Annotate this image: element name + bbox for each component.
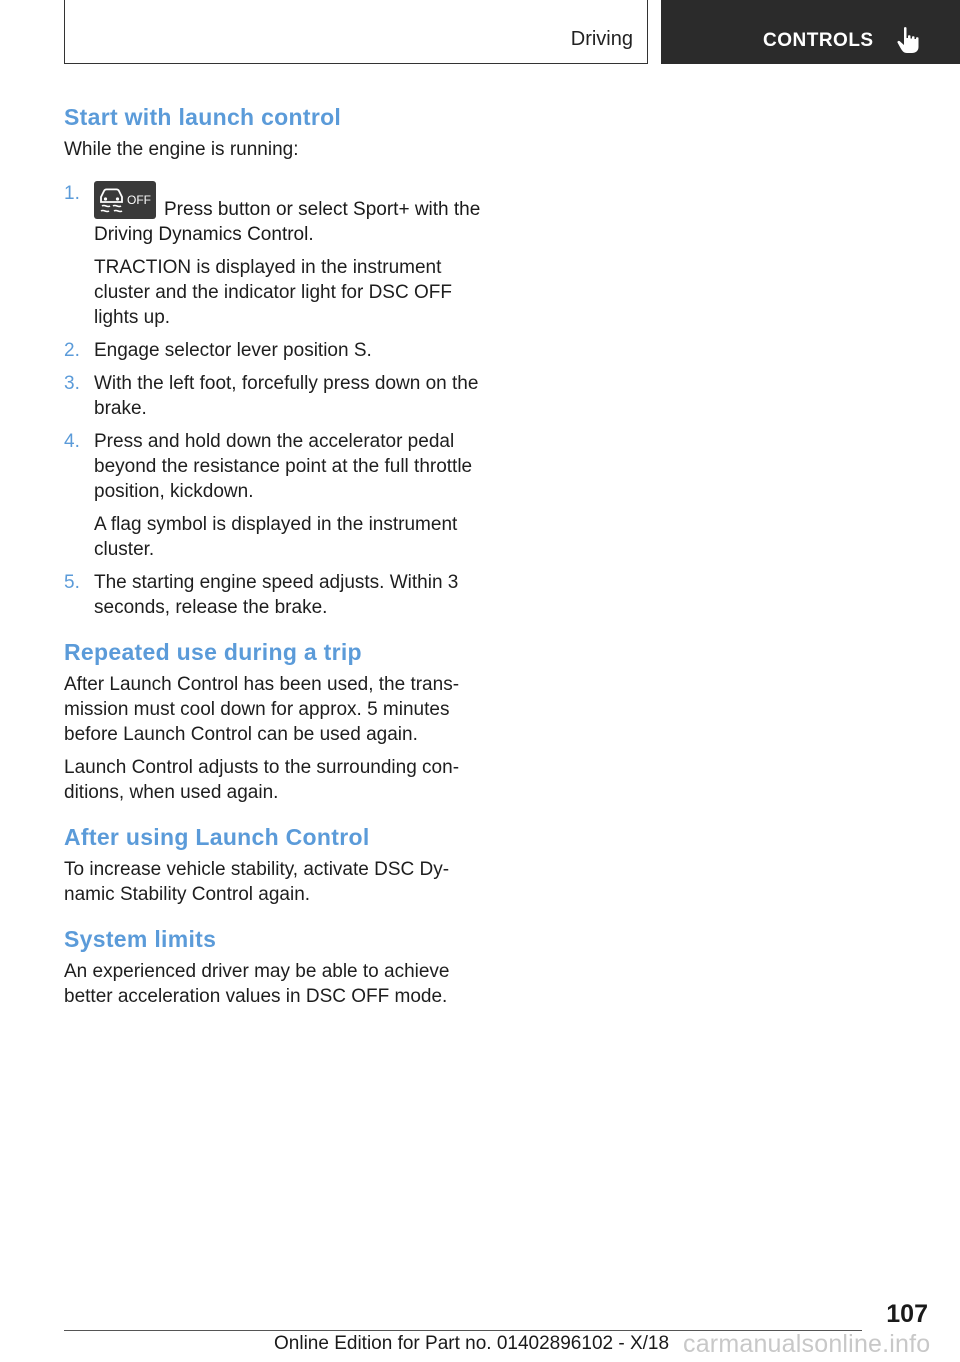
launch-steps-list xyxy=(64,181,484,620)
list-item xyxy=(64,181,484,330)
hand-pointer-icon xyxy=(895,26,921,54)
dsc-off-icon xyxy=(94,181,156,219)
step-text: Press button or select Sport+ with the Driving Dynamics Control. xyxy=(94,199,481,245)
step-note: TRACTION is displayed in the instrument cluster and the indicator light for DSC OFF lights up. xyxy=(94,257,452,328)
repeated-paragraph-2: Launch Control adjusts to the surrounding con‐ ditions, when used again. xyxy=(64,757,460,803)
launch-intro: While the engine is running: xyxy=(64,139,299,160)
step-number: 4. xyxy=(64,431,80,452)
after-paragraph: To increase vehicle stability, activate DSC Dy‐ namic Stability Control again. xyxy=(64,859,450,905)
list-item xyxy=(64,371,484,421)
chapter-title: CONTROLS xyxy=(763,30,874,51)
heading-start-launch-control: Start with launch control xyxy=(64,104,342,130)
step-number: 1. xyxy=(64,183,80,204)
heading-after-launch-control: After using Launch Control xyxy=(64,824,370,850)
section-title: Driving xyxy=(570,28,633,50)
header-chapter-box xyxy=(661,0,960,64)
page-content xyxy=(64,102,484,1009)
header-section-box xyxy=(64,0,648,64)
step-number: 5. xyxy=(64,572,80,593)
list-item xyxy=(64,429,484,562)
page-number: 107 xyxy=(886,1300,928,1328)
step-text: The starting engine speed adjusts. Within 3 seconds, release the brake. xyxy=(94,572,459,618)
repeated-paragraph-1: After Launch Control has been used, the trans‐ mission must cool down for approx. 5 minutes before Launch Control can be used again. xyxy=(64,674,460,745)
list-item xyxy=(64,338,484,363)
footer-edition: Online Edition for Part no. 01402896102 - X/18 xyxy=(274,1333,670,1354)
step-text: With the left foot, forcefully press down on the brake. xyxy=(94,373,479,419)
heading-repeated-use: Repeated use during a trip xyxy=(64,639,362,665)
step-number: 2. xyxy=(64,340,80,361)
list-item xyxy=(64,570,484,620)
step-text: Engage selector lever position S. xyxy=(94,340,372,361)
heading-system-limits: System limits xyxy=(64,926,217,952)
step-number: 3. xyxy=(64,373,80,394)
svg-text:OFF: OFF xyxy=(127,193,151,207)
watermark: carmanualsonline.info xyxy=(683,1330,931,1358)
step-text: Press and hold down the accelerator pedal beyond the resistance point at the full throttle position, kickdown. xyxy=(94,431,473,502)
step-note: A flag symbol is displayed in the instrument cluster. xyxy=(94,514,458,560)
limits-paragraph: An experienced driver may be able to achieve better acceleration values in DSC OFF mode. xyxy=(64,961,450,1007)
